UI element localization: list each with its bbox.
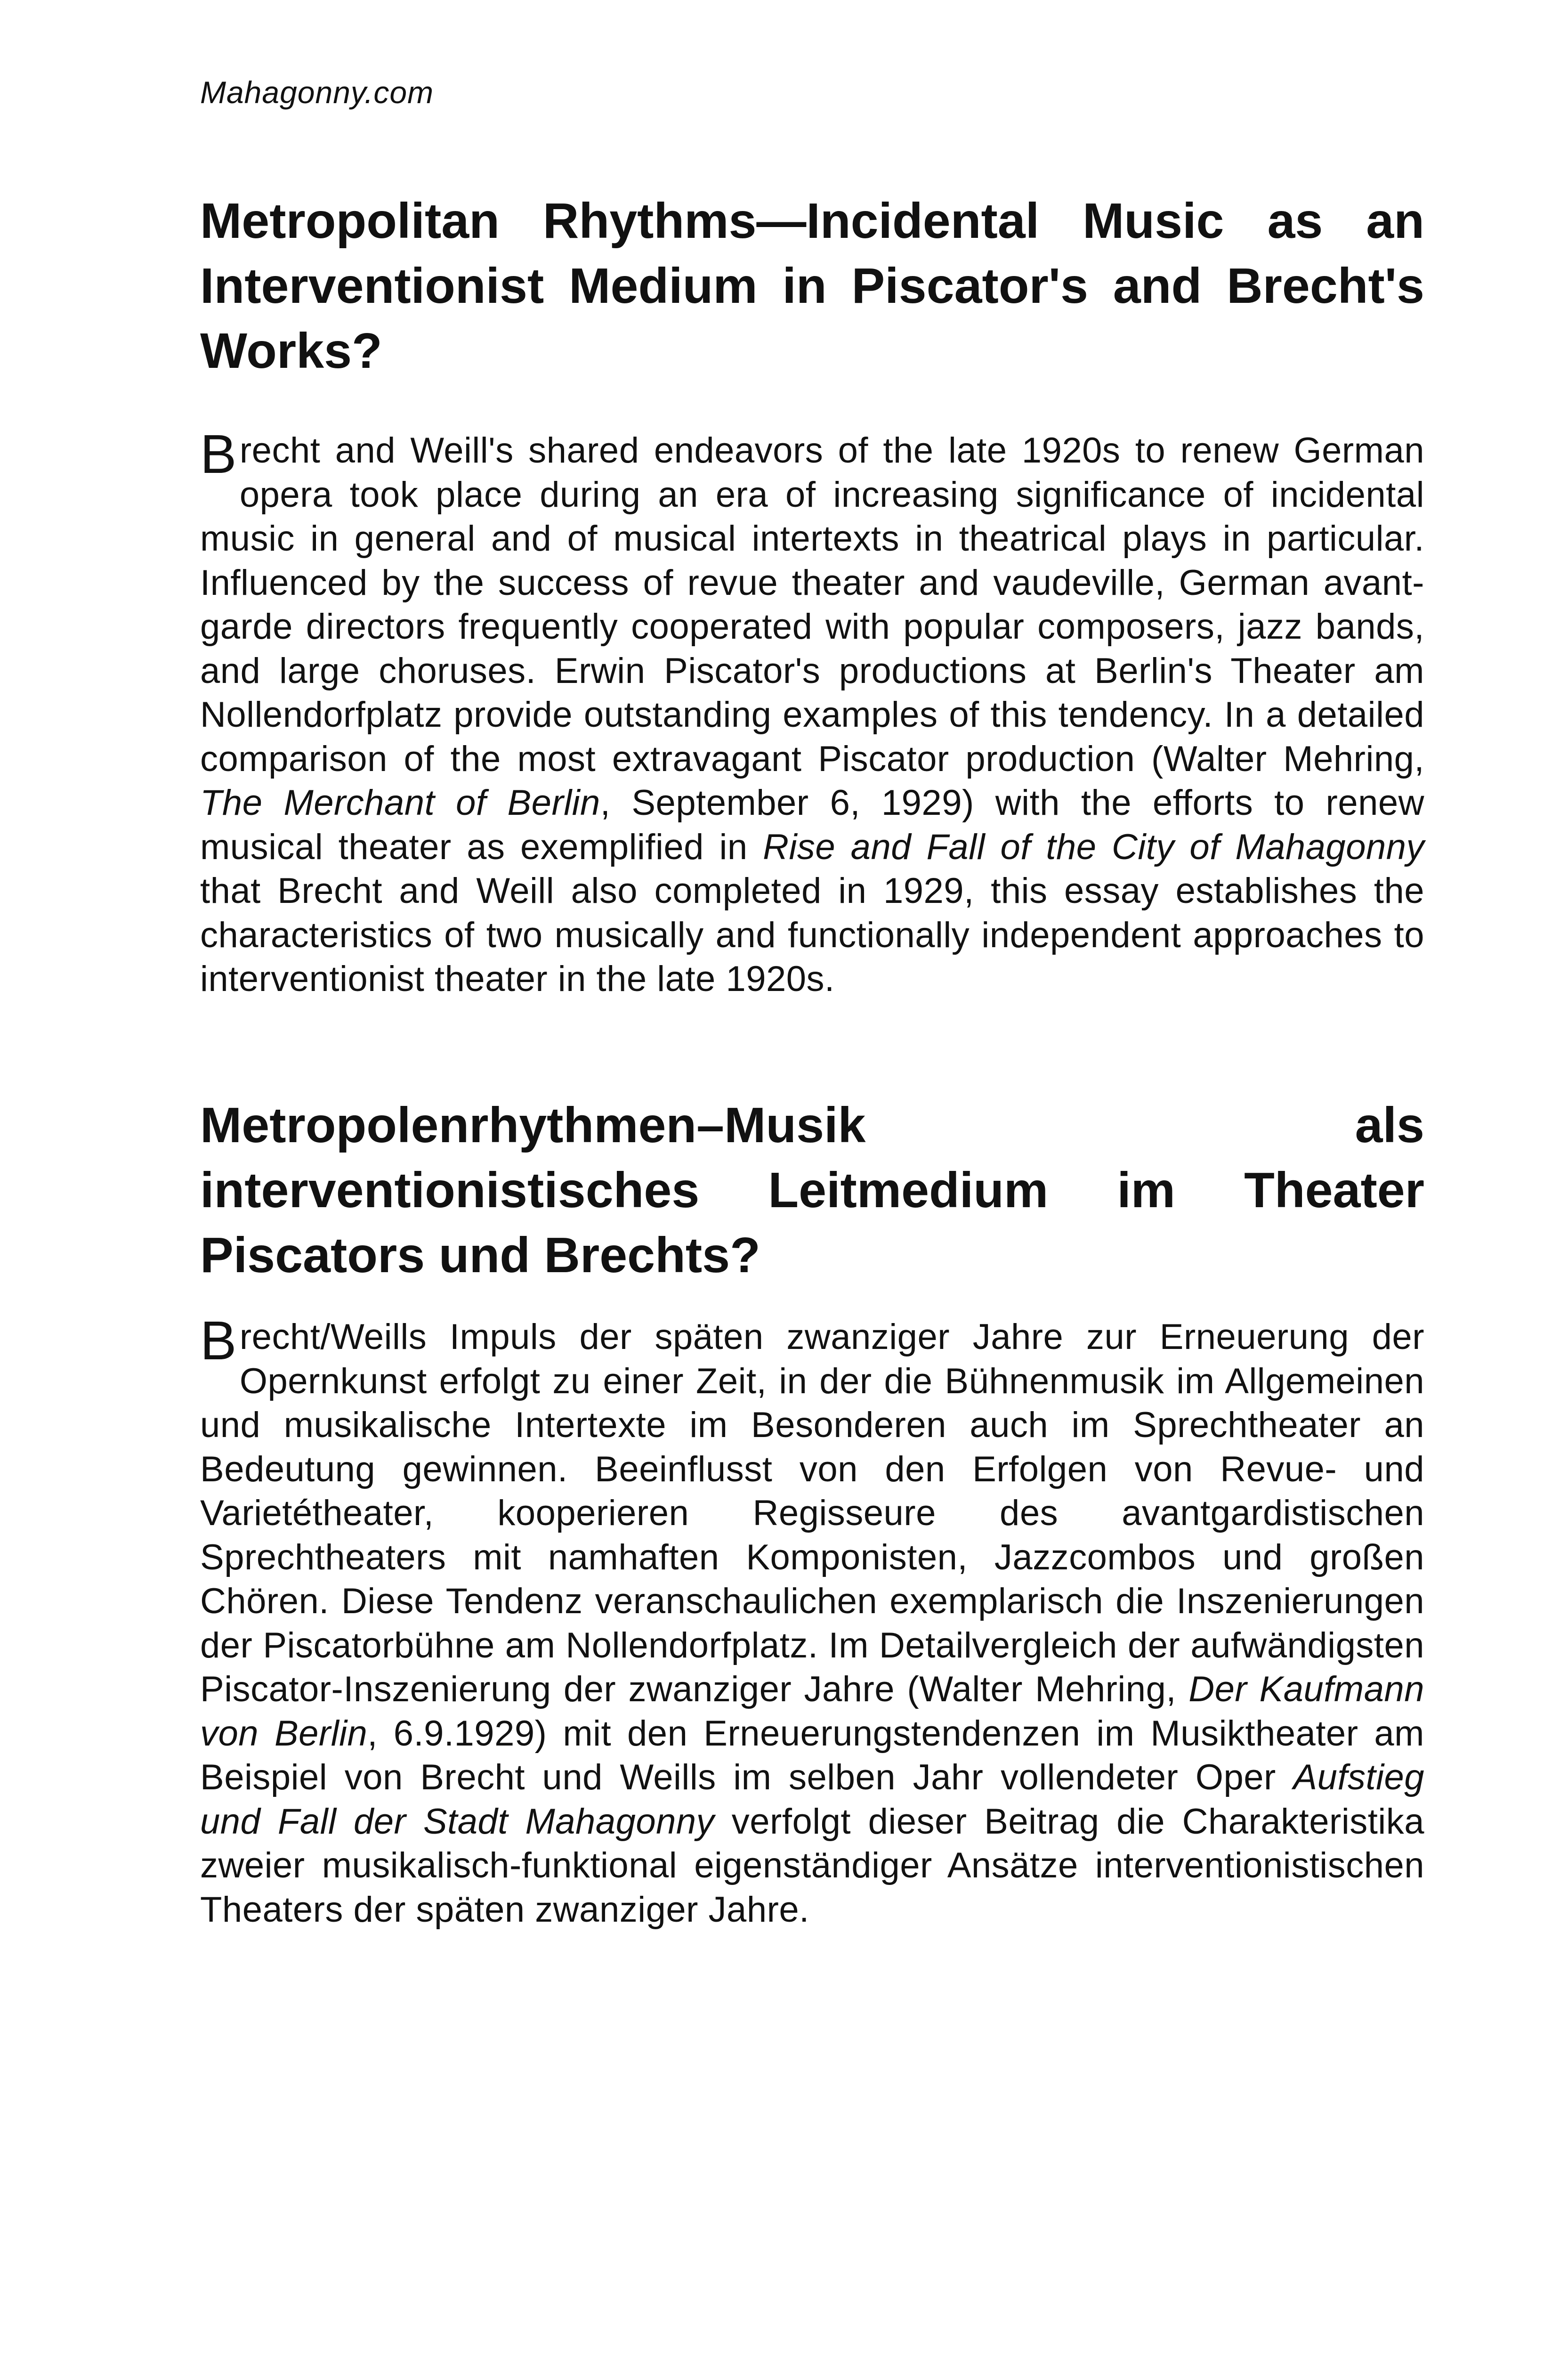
german-dropcap: B xyxy=(200,1310,237,1371)
english-abstract-section xyxy=(200,188,1424,1001)
english-abstract xyxy=(200,423,1425,1001)
english-dropcap: B xyxy=(200,423,237,485)
german-text-3: verfolgt dieser Beitrag die Charakteristika zweier musikalisch-funktional eigenständiger Ansätze interventionistischen Theaters der späten zwanziger Jahre. xyxy=(200,1801,1424,1930)
german-abstract-section xyxy=(200,1093,1424,1932)
english-title-mahagonny: Rise and Fall of the City of Mahagonny xyxy=(763,827,1424,867)
german-title: Metropolenrhythmen–Musik als interventionistisches Leitmedium im Theater Piscators und Brechts? xyxy=(200,1097,1424,1283)
german-title-kaufmann-von-berlin: Der Kaufmann von Berlin xyxy=(200,1669,1424,1754)
english-title-merchant-of-berlin: The Merchant of Berlin xyxy=(200,783,600,823)
english-text-3: that Brecht and Weill also completed in 1929, this essay establishes the characteristics of two musically and functionally independent approaches to interventionist theater in the late 1920s. xyxy=(200,871,1424,999)
german-abstract xyxy=(200,1310,1424,1932)
english-text-1: recht and Weill's shared endeavors of the late 1920s to renew German opera took place during an era of increasing significance of incidental music in general and of musical intertexts in theatrical plays in particular. Influenced by the success of revue theater and vaudeville, German avant-garde directors frequently cooperated with popular composers, jazz bands, and large choruses. Erwin Piscator's productions at Berlin's Theater am Nollendorfplatz provide outstanding examples of this tendency. In a detailed comparison of the most extravagant Piscator production (Walter Mehring, xyxy=(200,430,1424,779)
running-head: Mahagonny.com xyxy=(200,75,434,110)
english-title: Metropolitan Rhythms—Incidental Music as an Interventionist Medium in Piscator's and Brecht's Works? xyxy=(200,193,1424,379)
german-text-1: recht/Weills Impuls der späten zwanziger Jahre zur Erneuerung der Opernkunst erfolgt zu einer Zeit, in der die Bühnenmusik im Allgemeinen und musikalische Intertexte im Besonderen auch im Sprechtheater an Bedeutung gewinnen. Beeinflusst von den Erfolgen von Revue- und Varietétheater, kooperieren Regisseure des avantgardistischen Sprechtheaters mit namhaften Komponisten, Jazzcombos und großen Chören. Diese Tendenz veranschaulichen exemplarisch die Inszenierungen der Piscatorbühne am Nollendorfplatz. Im Detailvergleich der aufwändigsten Piscator-Inszenierung der zwanziger Jahre (Walter Mehring, xyxy=(200,1317,1424,1709)
german-title-mahagonny: Aufstieg und Fall der Stadt Mahagonny xyxy=(200,1757,1424,1842)
english-text-2: , September 6, 1929) with the efforts to renew musical theater as exemplified in xyxy=(200,783,1425,867)
german-text-2: , 6.9.1929) mit den Erneuerungstendenzen im Musiktheater am Beispiel von Brecht und Weills im selben Jahr vollendeter Oper xyxy=(200,1713,1424,1797)
